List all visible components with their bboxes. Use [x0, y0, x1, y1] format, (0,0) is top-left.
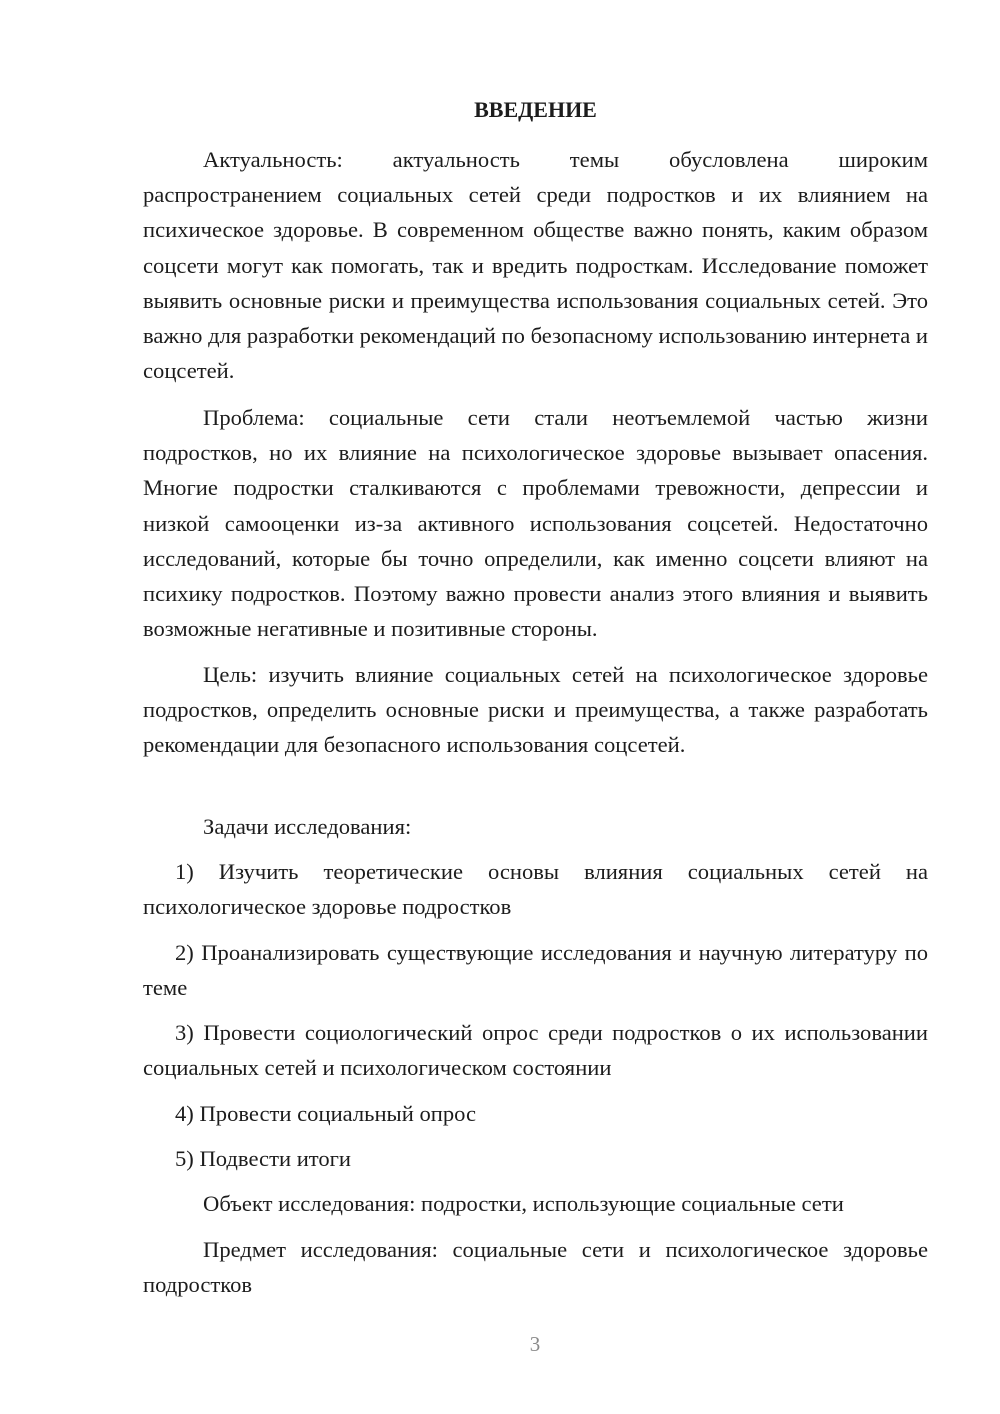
relevance-block [143, 142, 928, 388]
task-item: 5) Подвести итоги [175, 1146, 352, 1171]
object-block [143, 1186, 928, 1221]
task-5-block [143, 1141, 928, 1176]
task-3-block [143, 1015, 928, 1085]
subject-block [143, 1232, 928, 1302]
relevance-paragraph: Актуальность: актуальность темы обусловлена широким распространением социальных сетей среди подростков и их влиянием на психическое здоровье. В современном обществе важно понять, каким образом соцсети могут как помогать, так и вредить подросткам. Исследование поможет выявить основные риски и преимущества использования социальных сетей. Это важно для разработки рекомендаций по безопасному использованию интернета и соцсетей. [143, 147, 928, 384]
goal-paragraph: Цель: изучить влияние социальных сетей на психологическое здоровье подростков, определить основные риски и преимущества, а также разработать рекомендации для безопасного использования соцсетей. [143, 662, 928, 758]
task-item: 3) Провести социологический опрос среди подростков о их использовании социальных сетей и психологическом состоянии [143, 1020, 928, 1081]
task-4-block [143, 1096, 928, 1131]
object-paragraph: Объект исследования: подростки, использующие социальные сети [203, 1191, 844, 1216]
page-number: 3 [529, 1332, 541, 1356]
goal-block [143, 657, 928, 763]
task-1-block [143, 854, 928, 924]
task-item: 1) Изучить теоретические основы влияния социальных сетей на психологическое здоровье подростков [143, 859, 928, 920]
problem-block [143, 400, 928, 646]
problem-paragraph: Проблема: социальные сети стали неотъемлемой частью жизни подростков, но их влияние на психологическое здоровье вызывает опасения. Многие подростки сталкиваются с проблемами тревожности, депрессии и низкой самооценки из-за активного использования соцсетей. Недостаточно исследований, которые бы точно определили, как именно соцсети влияют на психику подростков. Поэтому важно провести анализ этого влияния и выявить возможные негативные и позитивные стороны. [143, 405, 928, 642]
task-item: 4) Провести социальный опрос [175, 1101, 477, 1126]
tasks-heading: Задачи исследования: [203, 814, 412, 839]
page-title: ВВЕДЕНИЕ [474, 97, 597, 122]
tasks-heading-block [143, 809, 928, 844]
subject-paragraph: Предмет исследования: социальные сети и психологическое здоровье подростков [143, 1237, 928, 1298]
task-2-block [143, 935, 928, 1005]
task-item: 2) Проанализировать существующие исследования и научную литературу по теме [143, 940, 928, 1001]
